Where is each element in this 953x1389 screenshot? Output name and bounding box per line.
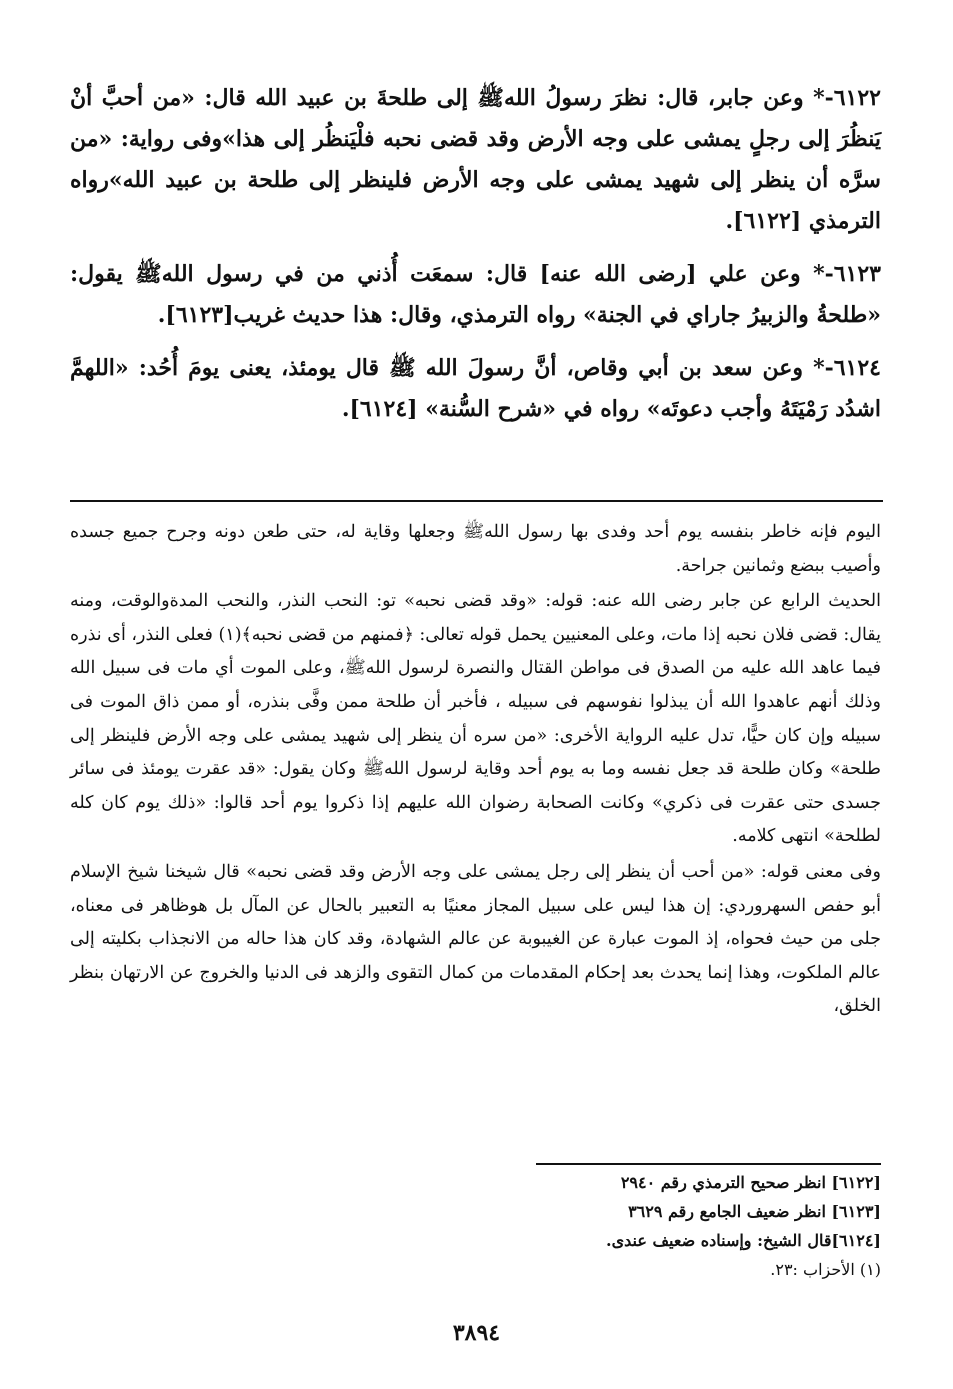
page-number: ٣٨٩٤ [452, 1320, 501, 1346]
footnotes [361, 1168, 881, 1284]
hadith-6123: ٦١٢٣-* وعن علي [رضى الله عنه] قال: سمعَت أُذني من في رسول اللهﷺ يقول: «طلحةُ والزبيرُ جاراي في الجنة» رواه الترمذي، وقال: هذا حديث غريب[٦١٢٣]. [70, 261, 881, 328]
footnote-6123: [٦١٢٣] انظر ضعيف الجامع رقم ٣٦٢٩ [628, 1202, 881, 1221]
hadith-6124: ٦١٢٤-* وعن سعد بن أبي وقاص، أنَّ رسولَ الله ﷺ قال يومئذ، يعنى يومَ أُحُد: «اللهمَّ اشدُد رَمْيَتَهُ وأجب دعوتَه» رواه في «شرح السُّنة» [٦١٢٤]. [70, 355, 881, 422]
footnote-divider [536, 1163, 881, 1165]
footnote-6124: [٦١٢٤]قال الشيخ: وإسناده ضعيف عندى. [606, 1231, 881, 1250]
footnote-1: (١) الأحزاب :٢٣. [770, 1260, 881, 1279]
section-divider [70, 500, 883, 502]
footnote-6122: [٦١٢٢] انظر صحيح الترمذي رقم ٢٩٤٠ [620, 1173, 881, 1192]
commentary-paragraph: الحديث الرابع عن جابر رضى الله عنه: قوله: «وقد قضى نحبه» تو: النحب النذر، والنحب المدةوالوقت، ومنه يقال: قضى فلان نحبه إذا مات، وعلى المعنيين يحمل قوله تعالى: ﴿فمنهم من قضى نحبه﴾(١) فعلى النذر، أى نذره فيما عاهد الله عليه من الصدق فى مواطن القتال والنصرة لرسول اللهﷺ، وعلى الموت أي مات فى سبيل الله وذلك أنهم عاهدوا الله أن يبذلوا نفوسهم فى سبيله ، فأخبر أن طلحة ممن وفَّى بنذره، أو ممن ذاق الموت فى سبيله وإن كان حيًّا، تدل عليه الرواية الأخرى: «من سره أن ينظر إلى شهيد يمشى على وجه الأرض فلينظر إلى طلحة» وكان طلحة قد جعل نفسه وما به يوم أحد وقاية لرسول اللهﷺ وكان يقول: «قد عقرت يومئذ فى سائر جسدى حتى عقرت فى ذكري» وكانت الصحابة رضوان الله عليهم إذا ذكروا يوم أحد قالوا: «ذلك يوم كان كله لطلحة» انتهى كلامه. [70, 591, 882, 847]
commentary-paragraph: وفى معنى قوله: «من أحب أن ينظر إلى رجل يمشى على وجه الأرض وقد قضى نحبه» قال شيخنا شيخ الإسلام أبو حفص السهروردي: إن هذا ليس على سبيل المجاز معنيًا به التعبير بالحال عن المآل بل هوظاهر فى معناه، جلى من حيث فحواه، إذ الموت عبارة عن الغيبوبة عن عالم الشهادة، وقد كان هذا حاله من الانجذاب بكليته إلى عالم الملكوت، وهذا إنما يحدث بعد إحكام المقدمات من كمال التقوى والزهد فى الدنيا والخروج عن الارتهان بنظر الخلق، [70, 861, 881, 1017]
hadith-6122: ٦١٢٢-* وعن جابر، قال: نظرَ رسولُ اللهﷺ إلى طلحةَ بن عبيد الله قال: «من أحبَّ أنْ يَنظُرَ إلى رجلٍ يمشى على وجه الأرض وقد قضى نحبه فلْيَنظُر إلى هذا»وفى رواية: «من سرَّه أن ينظر إلى شهيد يمشى على وجه الأرض فلينظر إلى طلحة بن عبيد الله»رواه الترمذي [٦١٢٢]. [70, 85, 881, 234]
commentary-paragraph: اليوم فإنه خاطر بنفسه يوم أحد وفدى بها رسول اللهﷺ وجعلها وقاية له، حتى طعن دونه وجرح جميع جسده وأصيب ببضع وثمانين جراحة. [70, 522, 881, 576]
hadith-section [70, 78, 881, 442]
commentary-section [70, 516, 881, 1026]
